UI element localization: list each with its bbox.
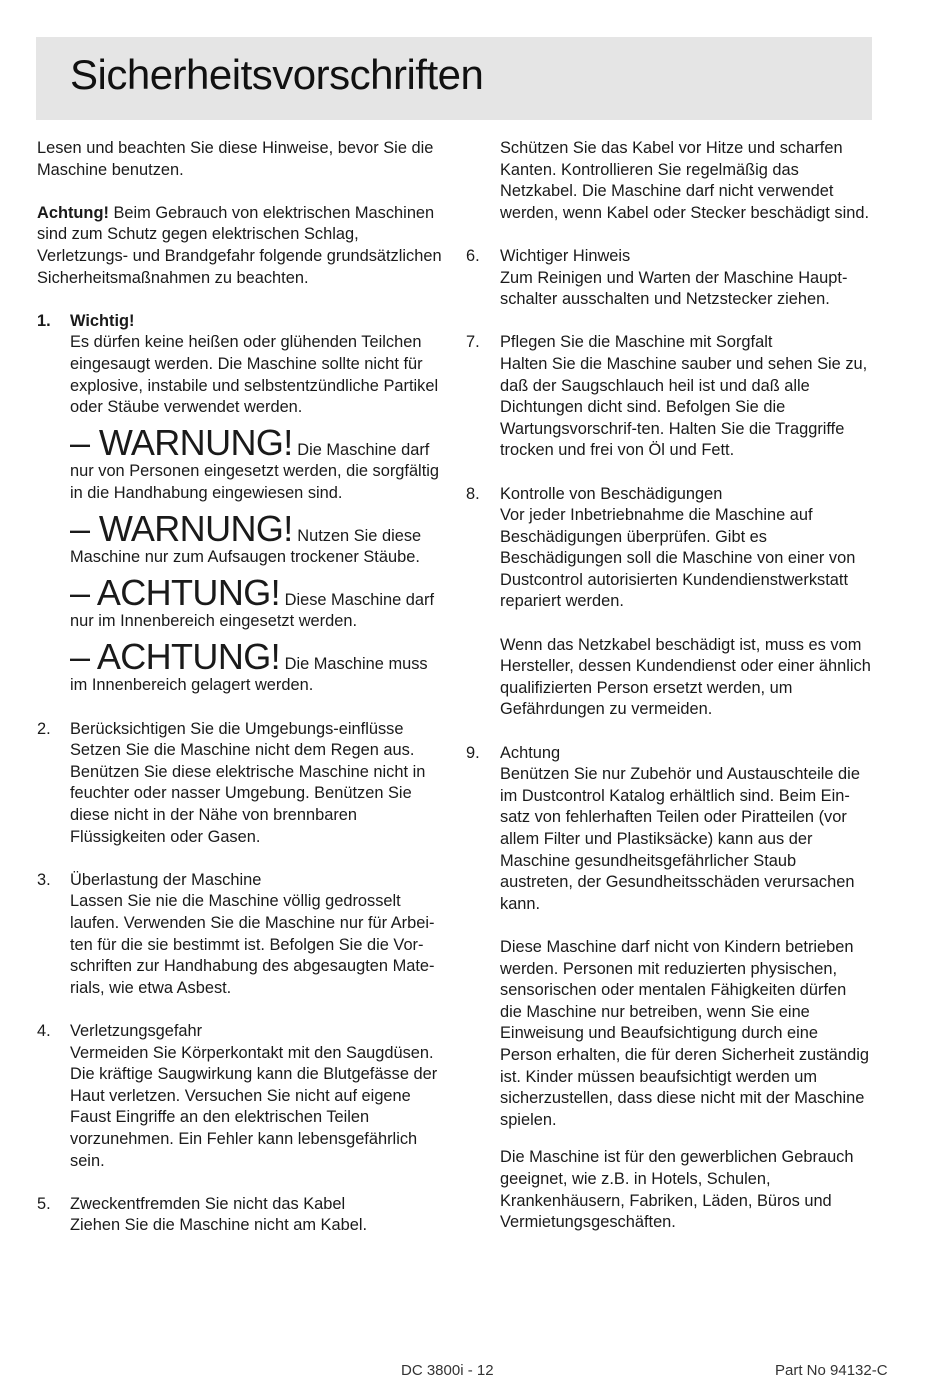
list-item-4 xyxy=(37,1021,449,1172)
warning-2 xyxy=(70,507,449,569)
item-number: 7. xyxy=(466,333,480,352)
item-heading: Berücksichtigen Sie die Umgebungs-einflüsse xyxy=(70,719,404,738)
item-heading: Achtung xyxy=(500,743,561,762)
item-text: Schützen Sie das Kabel vor Hitze und scharfen Kanten. Kontrollieren Sie regelmäßig das Netzkabel. Die Maschine darf nicht verwendet werden, wenn Kabel oder Stecker beschädigt sind. xyxy=(500,139,870,222)
right-column xyxy=(466,138,872,1255)
warning-label: – ACHTUNG! xyxy=(70,571,281,613)
left-column xyxy=(37,138,449,1259)
item-number: 6. xyxy=(466,246,480,265)
item-extra-text: Die Maschine ist für den gewerblichen Gebrauch geeignet, wie z.B. in Hotels, Schulen, Krankenhäusern, Fabriken, Läden, Büros und Vermietungsgeschäften. xyxy=(500,1148,854,1232)
item-text: Lassen Sie nie die Maschine völlig gedrosselt laufen. Verwenden Sie die Maschine nur für Arbei-ten für die sie bestimmt ist. Befolgen Sie die Vor-schriften zur Handhabung des abgesaugten Mate-rials, wie etwa Asbest. xyxy=(70,892,435,997)
item-heading: Wichtig! xyxy=(70,311,135,330)
warning-text: Die Maschine muss im Innenbereich gelagert werden. xyxy=(70,654,428,695)
title-bar xyxy=(36,37,872,120)
list-item-5 xyxy=(37,1194,449,1237)
list-item-6 xyxy=(466,246,872,311)
list-item-5-continued xyxy=(466,138,872,224)
warning-text: Nutzen Sie diese Maschine nur zum Aufsaugen trockener Stäube. xyxy=(70,526,422,567)
item-number: 2. xyxy=(37,719,51,738)
page-title: Sicherheitsvorschriften xyxy=(70,51,484,98)
warning-text: Die Maschine darf nur von Personen eingesetzt werden, die sorgfältig in die Handhabung eingewiesen sind. xyxy=(70,440,440,502)
warning-3 xyxy=(70,571,449,633)
item-number: 3. xyxy=(37,870,51,889)
item-heading: Verletzungsgefahr xyxy=(70,1021,203,1040)
item-number: 8. xyxy=(466,484,480,503)
item-heading: Überlastung der Maschine xyxy=(70,870,262,889)
item-heading: Pflegen Sie die Maschine mit Sorgfalt xyxy=(500,333,773,352)
list-item-1 xyxy=(37,311,449,697)
warning-label: – WARNUNG! xyxy=(70,507,293,549)
achtung-label: Achtung! xyxy=(37,203,109,222)
item-extra-text: Wenn das Netzkabel beschädigt ist, muss es vom Hersteller, dessen Kundendienst oder einer ähnlich qualifizierten Person ersetzt werden, um Gefährdungen zu vermeiden. xyxy=(500,635,871,719)
item-heading: Wichtiger Hinweis xyxy=(500,246,631,265)
achtung-paragraph xyxy=(37,203,449,289)
warning-label: – ACHTUNG! xyxy=(70,635,281,677)
warning-text: Diese Maschine darf nur im Innenbereich eingesetzt werden. xyxy=(70,590,435,631)
part-number: Part No 94132-C xyxy=(775,1362,888,1379)
intro-text: Lesen und beachten Sie diese Hinweise, bevor Sie die Maschine benutzen. xyxy=(37,139,434,179)
item-text: Es dürfen keine heißen oder glühenden Teilchen eingesaugt werden. Die Maschine sollte nicht für explosive, instabile und selbstentzündliche Partikel oder Stäube verwendet werden. xyxy=(70,333,439,417)
item-text: Ziehen Sie die Maschine nicht am Kabel. xyxy=(70,1216,368,1235)
warning-4 xyxy=(70,635,449,697)
list-item-3 xyxy=(37,870,449,1000)
page-number: DC 3800i - 12 xyxy=(401,1362,494,1379)
item-text: Benützen Sie nur Zubehör und Austauschteile die im Dustcontrol Katalog erhältlich sind. Beim Ein-satz von fehlerhaften Teilen oder Piratteilen (vor allem Filter und Plastiksäcke) kann aus der Maschine gesundheitsgefährlicher Staub austreten, der Gesundheitsschäden verursachen kann. xyxy=(500,765,860,913)
item-text: Halten Sie die Maschine sauber und sehen Sie zu, daß der Saugschlauch heil ist und daß alle Dichtungen dicht sind. Befolgen Sie die Wartungsvorschrif-ten. Halten Sie die Traggriffe trocken und frei von Öl und Fett. xyxy=(500,354,868,460)
list-item-8 xyxy=(466,484,872,722)
item-number: 4. xyxy=(37,1021,51,1040)
item-text: Vermeiden Sie Körperkontakt mit den Saugdüsen. Die kräftige Saugwirkung kann die Blutgefässe der Haut verletzen. Versuchen Sie nicht auf eigene Faust Eingriffe an den elektrischen Teilen vorzunehmen. Ein Fehler kann lebensgefährlich sein. xyxy=(70,1043,438,1170)
item-number: 9. xyxy=(466,743,480,762)
list-item-9 xyxy=(466,743,872,1234)
list-item-7 xyxy=(466,332,872,462)
warning-label: – WARNUNG! xyxy=(70,421,293,463)
item-text: Zum Reinigen und Warten der Maschine Haupt- schalter ausschalten und Netzstecker ziehen. xyxy=(500,268,848,309)
item-number: 5. xyxy=(37,1194,51,1213)
item-extra-text: Diese Maschine darf nicht von Kindern betrieben werden. Personen mit reduzierten physischen, sensorischen oder mentalen Fähigkeiten dürfen die Maschine nur betreiben, wenn Sie eine Einweisung und Beaufsichtigung durch eine Person erhalten, die für deren Sicherheit zuständig ist. Kinder müssen beaufsichtigt werden um sicherzustellen, dass diese nicht mit der Maschine spielen. xyxy=(500,937,870,1129)
item-heading: Kontrolle von Beschädigungen xyxy=(500,484,723,503)
item-text: Setzen Sie die Maschine nicht dem Regen aus. Benützen Sie diese elektrische Maschine nicht in feuchter oder nasser Umgebung. Benützen Sie diese nicht in der Nähe von brennbaren Flüssigkeiten oder Gasen. xyxy=(70,741,426,846)
item-heading: Zweckentfremden Sie nicht das Kabel xyxy=(70,1194,346,1213)
item-number: 1. xyxy=(37,311,51,330)
item-text: Vor jeder Inbetriebnahme die Maschine auf Beschädigungen überprüfen. Gibt es Beschädigungen soll die Maschine von einer von Dustcontrol autorisierten Kundendienstwerkstatt repariert werden. xyxy=(500,506,856,611)
warning-1 xyxy=(70,421,449,505)
list-item-2 xyxy=(37,719,449,849)
achtung-text: Beim Gebrauch von elektrischen Maschinen sind zum Schutz gegen elektrischen Schlag, Verletzungs- und Brandgefahr folgende grundsätzlichen Sicherheitsmaßnahmen zu beachten. xyxy=(37,203,442,287)
